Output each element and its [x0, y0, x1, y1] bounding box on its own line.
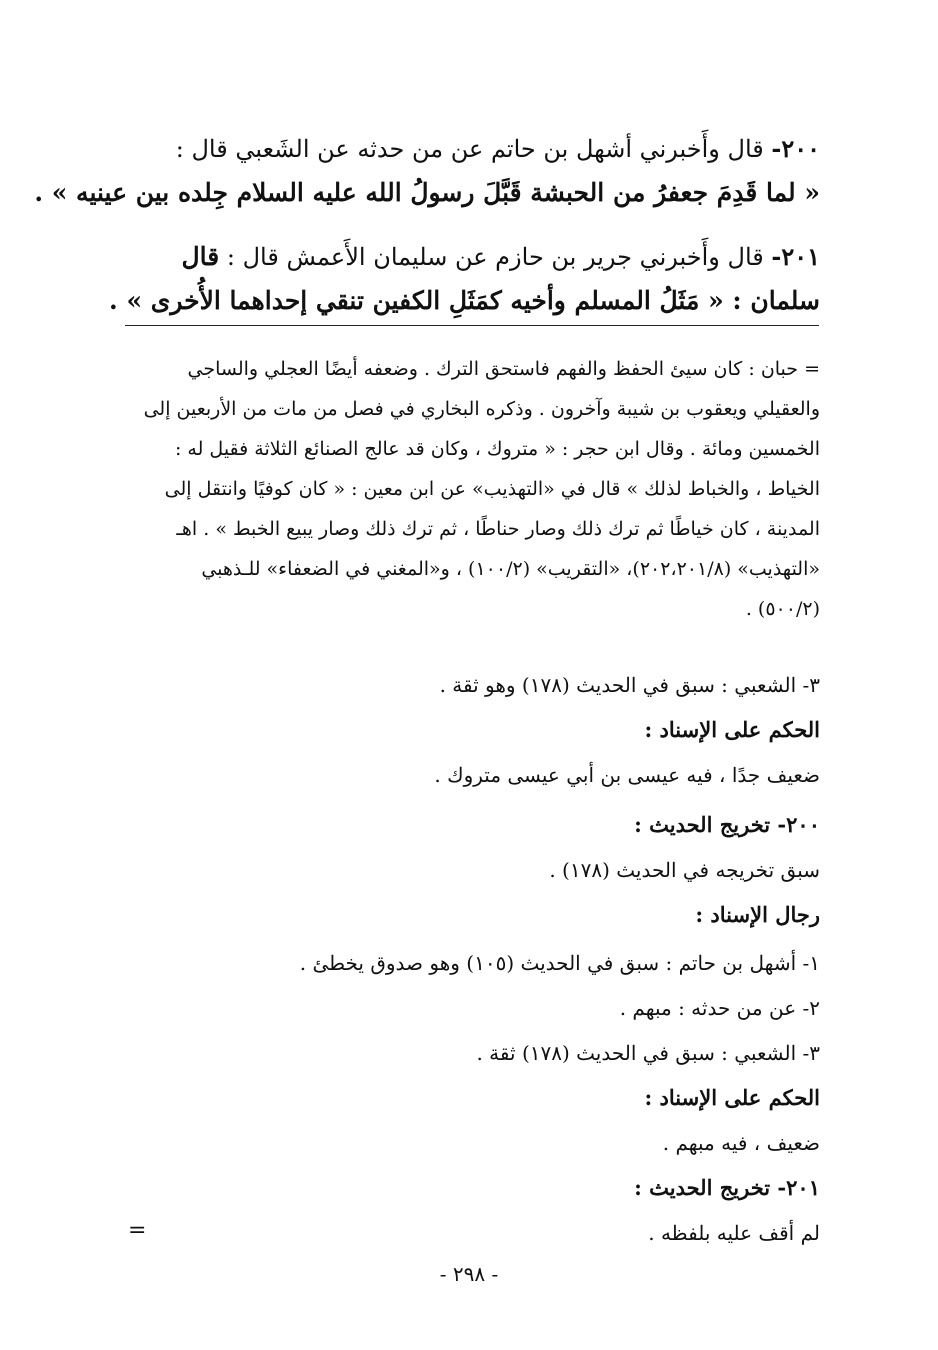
footnote-line: المدينة ، كان خياطًا ثم ترك ذلك وصار حناطًا ، ثم ترك ذلك وصار يبيع الخبط » . اهـ	[176, 518, 820, 540]
hadith-201-speaker-a: قال	[181, 242, 220, 271]
narrator-line: ٣- الشعبي : سبق في الحديث (١٧٨) ثقة .	[476, 1041, 820, 1065]
narrator-line: ٢- عن من حدثه : مبهم .	[619, 996, 820, 1020]
footnote-line: = حبان : كان سيئ الحفظ والفهم فاستحق الترك . وضعفه أيضًا العجلي والساجي	[187, 358, 820, 380]
hadith-201-number: ٢٠١-	[771, 242, 820, 271]
hadith-201-speaker-b: سلمان :	[732, 286, 820, 315]
footnote-line: (٥٠٠/٢) .	[745, 598, 820, 620]
continuation-mark: =	[128, 1218, 147, 1243]
footnote-line: والعقيلي ويعقوب بن شيبة وآخرون . وذكره البخاري في فصل من مات من الأربعين إلى	[143, 398, 820, 420]
hadith-201-text: « مَثَلُ المسلم وأخيه كمَثَلِ الكفين تنقي إحداهما الأُخرى » .	[109, 286, 733, 315]
hadith-200-number: ٢٠٠-	[771, 134, 820, 163]
section-heading: رجال الإسناد :	[695, 902, 820, 927]
section-heading: الحكم على الإسناد :	[644, 1085, 820, 1110]
footnote-line: الخياط ، والخباط لذلك » قال في «التهذيب» عن ابن معين : « كان كوفيًا وانتقل إلى	[164, 478, 820, 500]
ruling-line: ضعيف ، فيه مبهم .	[662, 1131, 820, 1155]
hadith-200-text: « لما قَدِمَ جعفرُ من الحبشة قَبَّلَ رسولُ الله عليه السلام جِلده بين عينيه » .	[34, 178, 820, 207]
section-heading: الحكم على الإسناد :	[644, 717, 820, 742]
hadith-201-intro: قال وأَخبرني جرير بن حازم عن سليمان الأَعمش قال :	[219, 243, 772, 271]
ruling-line: ضعيف جدًا ، فيه عيسى بن أبي عيسى متروك .	[434, 763, 820, 787]
section-heading: ٢٠٠- تخريج الحديث :	[634, 812, 820, 837]
narrator-line: ١- أشهل بن حاتم : سبق في الحديث (١٠٥) وهو صدوق يخطئ .	[299, 951, 820, 975]
hadith-200-intro-line	[115, 130, 820, 168]
section-heading: ٢٠١- تخريج الحديث :	[634, 1175, 820, 1200]
hadith-201-text-line	[109, 282, 820, 320]
footnote-divider	[125, 325, 819, 326]
takhrij-line: سبق تخريجه في الحديث (١٧٨) .	[549, 858, 820, 882]
narrator-line: ٣- الشعبي : سبق في الحديث (١٧٨) وهو ثقة .	[439, 673, 820, 697]
hadith-200-intro: قال وأَخبرني أشهل بن حاتم عن من حدثه عن الشَعبي قال :	[175, 135, 772, 163]
hadith-201-intro-line	[115, 238, 820, 276]
page-number: - ٢٩٨ -	[439, 1262, 499, 1286]
takhrij-line: لم أقف عليه بلفظه .	[648, 1221, 820, 1245]
footnote-line: الخمسين ومائة . وقال ابن حجر : « متروك ، وكان قد عالج الصنائع الثلاثة فقيل له :	[174, 438, 820, 460]
footnote-line: «التهذيب» (٢٠٢،٢٠١/٨)، «التقريب» (١٠٠/٢) ، و«المغني في الضعفاء» للـذهبي	[201, 558, 820, 580]
